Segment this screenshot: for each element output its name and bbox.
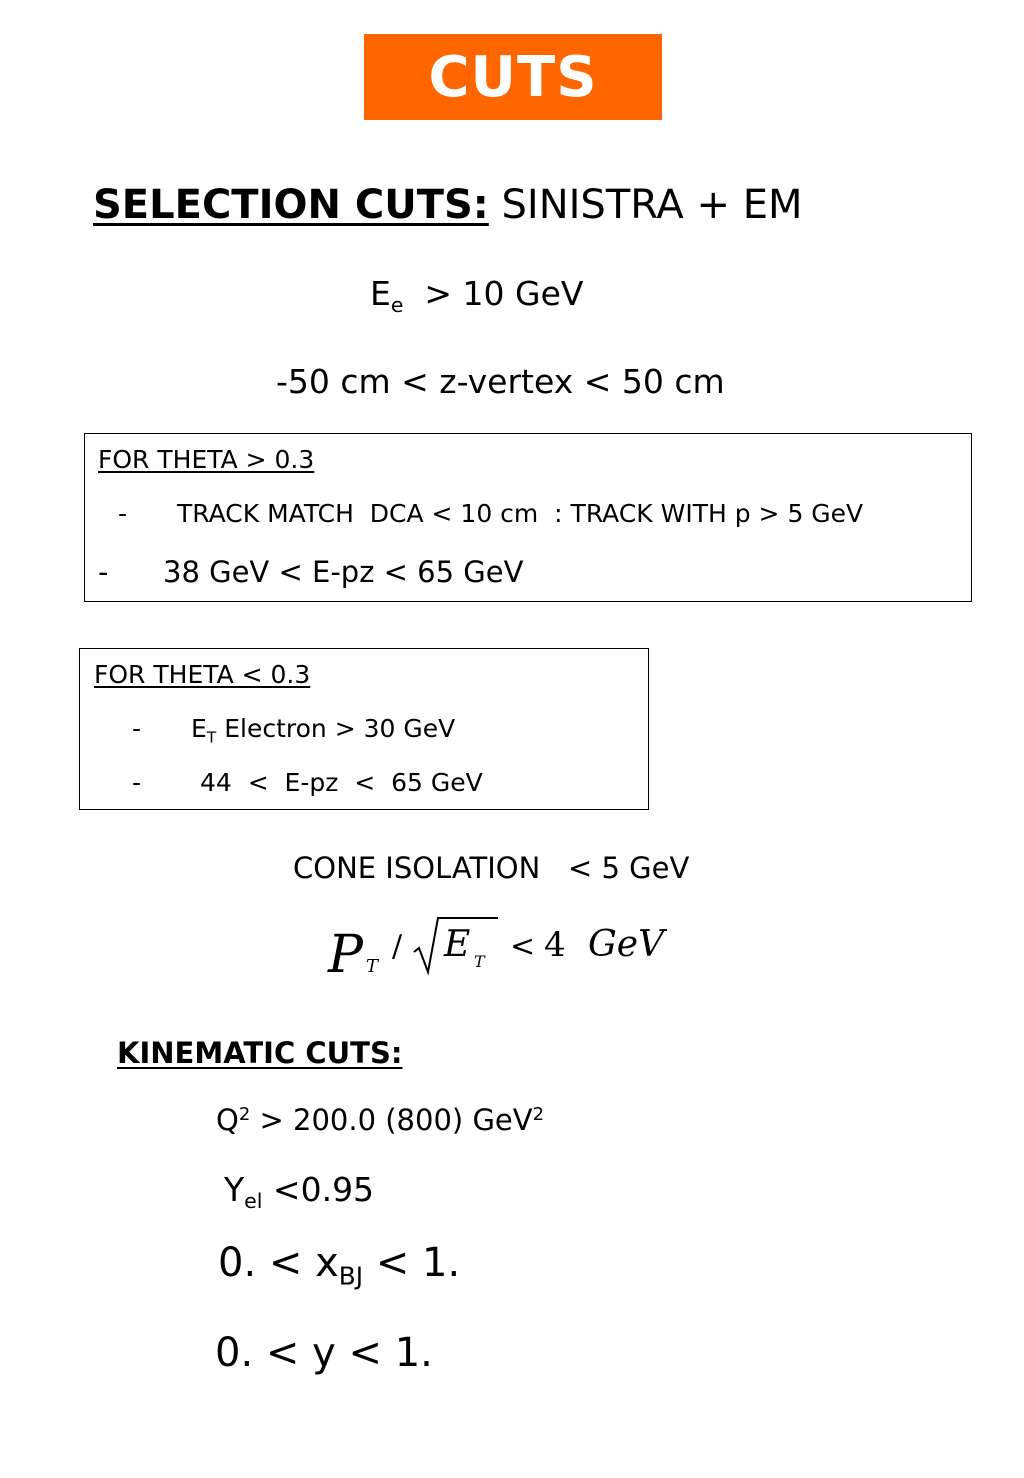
theta-low-dash-1: -	[132, 714, 142, 743]
formula-value: 4	[544, 925, 566, 965]
theta-low-box	[79, 648, 649, 810]
selection-heading-rest: SINISTRA + EM	[488, 182, 803, 228]
theta-high-box	[84, 433, 972, 602]
theta-low-dash-2: -	[132, 768, 142, 797]
page-title: CUTS	[428, 44, 598, 110]
formula-e: E	[444, 924, 471, 965]
theta-low-heading: FOR THETA < 0.3	[94, 660, 311, 689]
yel-cut: $Y_{el} <0.95$	[224, 1170, 375, 1214]
selection-heading: SELECTION CUTS:	[93, 182, 489, 228]
formula-graphic	[318, 912, 698, 982]
track-match-cut: TRACK MATCH DCA < 10 cm : TRACK WITH p > 5 GeV	[177, 499, 864, 528]
et-electron-cut: $E_T$ Electron > 30 GeV	[191, 714, 456, 747]
zvertex-cut: -50 cm < z-vertex < 50 cm	[276, 362, 725, 401]
y-cut: 0. < y < 1.	[215, 1330, 433, 1376]
formula-p-sub: T	[366, 956, 379, 977]
formula-p: P	[328, 925, 363, 982]
epz-cut-low: 44 < E-pz < 65 GeV	[200, 768, 483, 797]
cone-isolation-cut: CONE ISOLATION < 5 GeV	[293, 851, 690, 885]
epz-cut-high: 38 GeV < E-pz < 65 GeV	[163, 555, 524, 589]
selection-heading-line	[93, 182, 803, 228]
q2-cut: $Q^2 > 200.0$ (800) GeV$^2$	[216, 1103, 545, 1137]
formula-lt: <	[510, 929, 536, 964]
theta-high-heading: FOR THETA > 0.3	[98, 445, 315, 474]
formula-unit: GeV	[588, 924, 665, 965]
kinematic-heading: KINEMATIC CUTS:	[117, 1036, 403, 1070]
title-banner	[364, 34, 662, 120]
theta-high-dash-2: -	[98, 555, 109, 589]
energy-cut: $E_e > 10$ GeV	[370, 274, 584, 318]
formula-e-sub: T	[474, 952, 485, 971]
formula-slash: /	[392, 929, 403, 964]
xbj-cut: 0. < $x_{BJ} < 1$.	[218, 1240, 461, 1291]
pt-over-sqrt-et-formula	[318, 912, 698, 982]
theta-high-dash-1: -	[118, 499, 128, 528]
